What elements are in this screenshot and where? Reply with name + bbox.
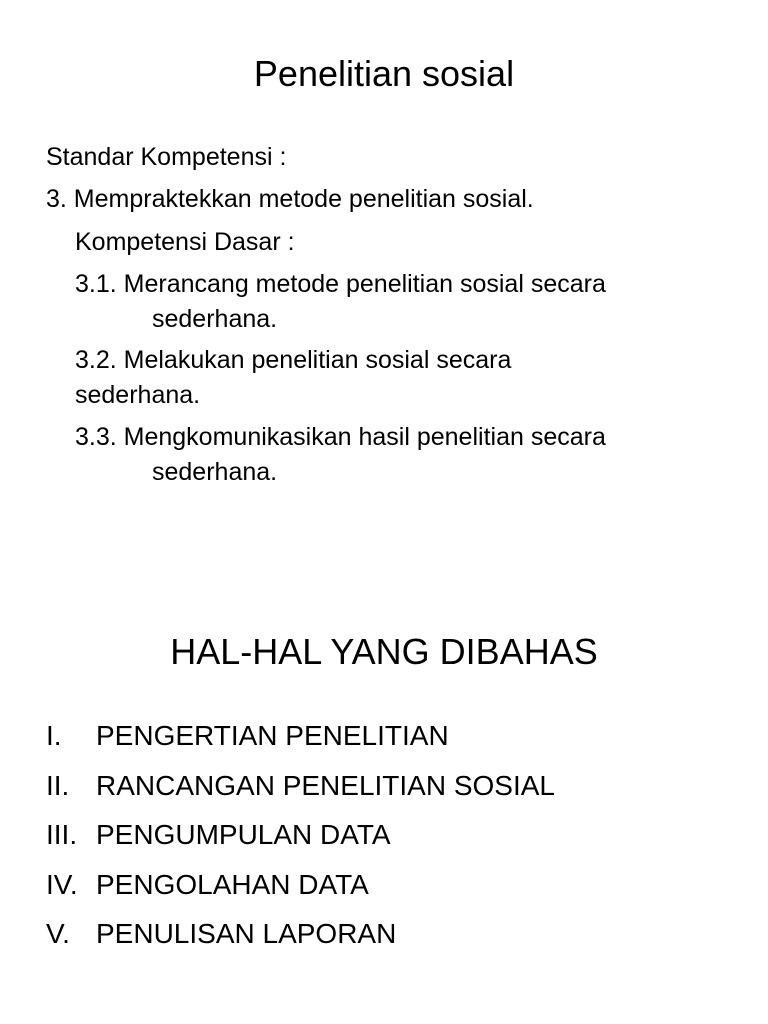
standar-kompetensi-heading: Standar Kompetensi : [46,143,287,171]
topic-label: RANCANGAN PENELITIAN SOSIAL [96,770,556,801]
kompetensi-item-3-3: 3.3. Mengkomunikasikan hasil penelitian secara [75,423,606,451]
topic-number: IV. [46,869,78,900]
slide-title: HAL-HAL YANG DIBAHAS [170,631,598,672]
topic-label: PENGOLAHAN DATA [96,869,369,900]
topic-item [46,916,396,952]
standar-kompetensi-item: 3. Mempraktekkan metode penelitian sosial. [46,185,534,213]
topic-item [46,768,555,804]
topic-item [46,867,369,903]
slide-title: Penelitian sosial [253,53,515,94]
topic-item [46,817,391,853]
kompetensi-item-3-3-cont: sederhana. [152,458,278,486]
topic-label: PENULISAN LAPORAN [96,918,397,949]
slide-topics [0,512,768,1024]
kompetensi-item-3-2-cont: sederhana. [75,381,201,409]
topic-number: II. [46,770,70,801]
kompetensi-item-3-1: 3.1. Merancang metode penelitian sosial secara [75,270,606,298]
topic-number: V. [46,918,70,949]
topic-number: I. [46,720,62,751]
topic-item [46,718,449,754]
kompetensi-item-3-2: 3.2. Melakukan penelitian sosial secara [75,346,512,374]
kompetensi-dasar-heading: Kompetensi Dasar : [75,228,295,256]
topic-label: PENGUMPULAN DATA [96,819,391,850]
topic-number: III. [46,819,78,850]
topic-label: PENGERTIAN PENELITIAN [96,720,449,751]
kompetensi-item-3-1-cont: sederhana. [152,305,278,333]
